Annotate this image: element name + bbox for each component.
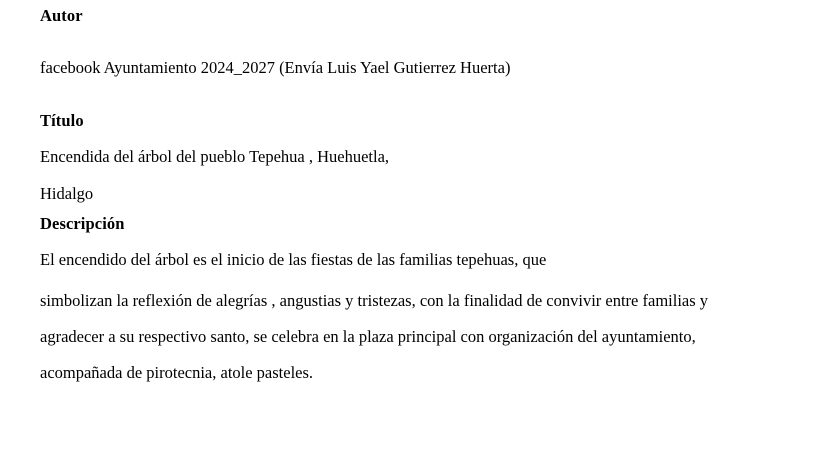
title-field-value-line-1: Encendida del árbol del pueblo Tepehua , Huehuetla, [40,147,390,166]
title-field-label: Título [40,111,84,130]
description-field-label: Descripción [40,214,125,233]
description-field-value-line-1: El encendido del árbol es el inicio de las fiestas de las familias tepehuas, que [40,250,547,269]
description-field-value-line-3: agradecer a su respectivo santo, se celebra en la plaza principal con organización del ayuntamiento, [40,327,696,346]
description-field-value-line-4: acompañada de pirotecnia, atole pasteles. [40,363,314,382]
description-field-value-line-2: simbolizan la reflexión de alegrías , angustias y tristezas, con la finalidad de convivir entre familias y [40,291,709,310]
author-field-value: facebook Ayuntamiento 2024_2027 (Envía Luis Yael Gutierrez Huerta) [40,58,511,77]
author-field-label: Autor [40,6,83,25]
title-field-value-line-2: Hidalgo [40,184,94,203]
